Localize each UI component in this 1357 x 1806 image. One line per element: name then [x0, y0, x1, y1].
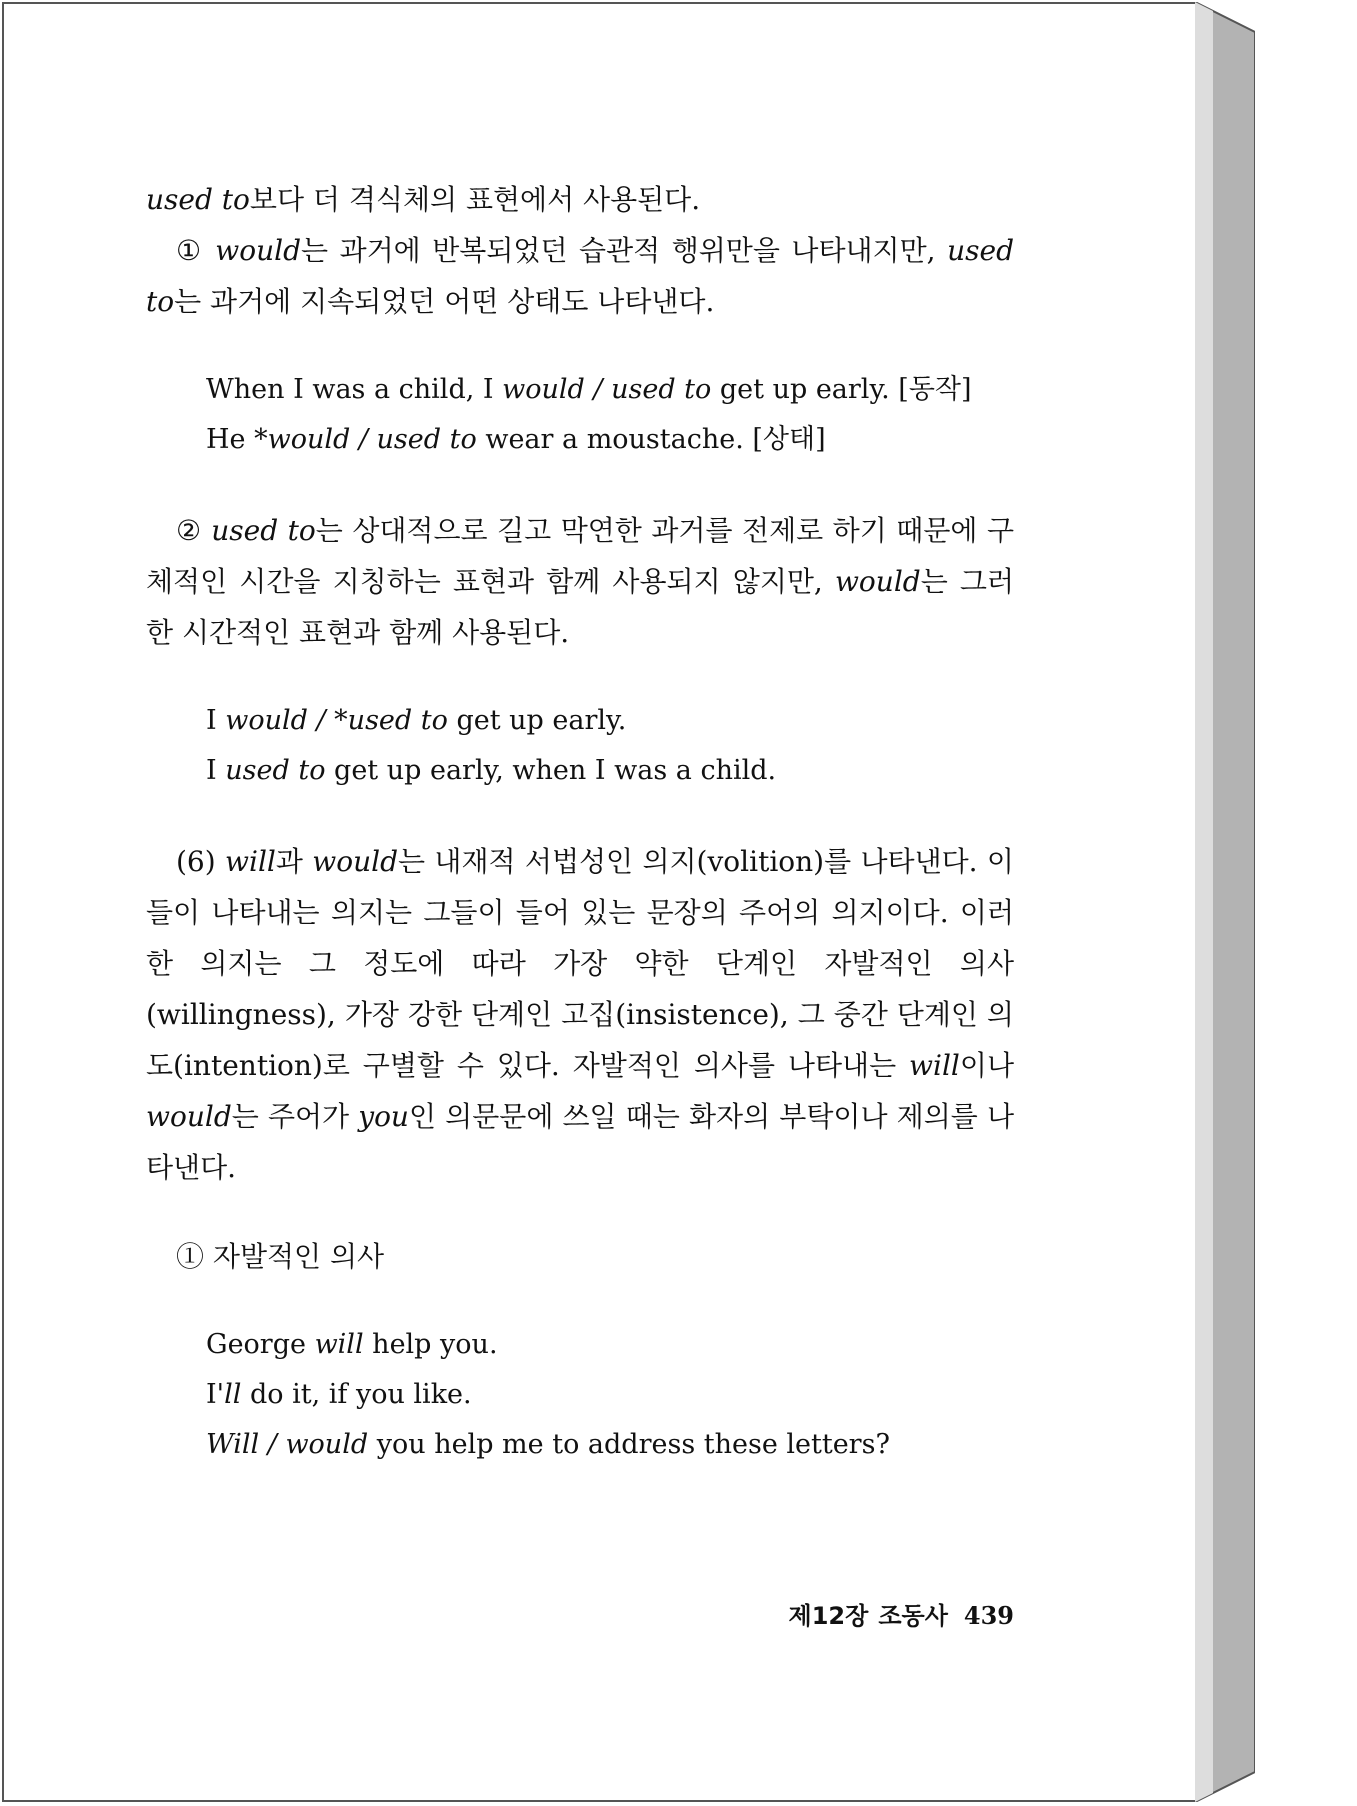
page-number: 439 — [963, 1601, 1014, 1630]
text: wear a moustache. [상태] — [476, 424, 826, 455]
text: He — [206, 424, 255, 455]
example-block-2 — [146, 696, 1014, 796]
paragraph-2 — [146, 225, 1014, 327]
text: 는 과거에 반복되었던 습관적 행위만을 나타내지만, — [301, 234, 948, 267]
example-block-1 — [146, 365, 1014, 465]
paragraph-1 — [146, 174, 1014, 225]
term-italic: will — [909, 1049, 960, 1082]
item-number: (6) — [176, 845, 226, 878]
text: 는 주어가 — [231, 1100, 359, 1133]
term-italic: used to — [146, 183, 250, 216]
text: 과 — [275, 845, 313, 878]
text: 는 상대적으로 길고 막연한 과거를 전제로 하기 때문에 구체적인 시간을 지칭하는 표현과 함께 사용되지 않지만, — [146, 514, 1014, 598]
term-italic: would — [312, 845, 399, 878]
term-italic: would / used to — [502, 374, 712, 405]
chapter-title: 조동사 — [878, 1602, 948, 1630]
term-italic: used to — [146, 234, 1014, 318]
chapter-label: 제12장 — [788, 1602, 869, 1630]
paragraph-4 — [146, 836, 1014, 1193]
text: get up early, when I was a child. — [325, 755, 777, 786]
text: help you. — [363, 1329, 498, 1360]
text: you help me to address these letters? — [368, 1429, 890, 1460]
term-italic: will — [225, 845, 276, 878]
text: 는 그러한 시간적인 표현과 함께 사용된다. — [146, 565, 1015, 649]
term-italic: you — [358, 1100, 409, 1133]
spine-highlight — [1195, 2, 1213, 1802]
text: 는 과거에 지속되었던 어떤 상태도 나타낸다. — [174, 285, 715, 318]
text: I — [206, 705, 226, 736]
subheading: ① 자발적인 의사 — [176, 1240, 385, 1273]
example-sentence — [206, 696, 1014, 746]
text: I — [206, 755, 226, 786]
text: George — [206, 1329, 315, 1360]
term-italic: used to — [225, 755, 326, 786]
term-italic: Will / would — [206, 1429, 369, 1460]
paragraph-3 — [146, 505, 1014, 658]
text: do it, if you like. — [241, 1379, 472, 1410]
term-italic: used to — [211, 514, 316, 547]
text: 는 내재적 서법성인 의지(volition)를 나타낸다. 이들이 나타내는 의지는 그들이 들어 있는 문장의 주어의 의지이다. 이러한 의지는 그 정도에 따라 가장 약한 단계인 자발적인 의사(willingness), 가장 강한 단계인 고집(insistence), 그 중간 단계인 의도(intention)로 구별할 수 있다. 자발적인 의사를 나타내는 — [146, 845, 1014, 1082]
book-page — [2, 2, 1197, 1802]
term-italic: would — [146, 1100, 232, 1133]
page-content — [146, 174, 1014, 1470]
text: 인 의문문에 쓰일 때는 화자의 부탁이나 제의를 나타낸다. — [146, 1100, 1014, 1184]
text: get up early. — [447, 705, 627, 736]
text: When I was a child, I — [206, 374, 503, 405]
example-sentence — [206, 1370, 1014, 1420]
item-number: ② — [176, 514, 202, 547]
term-italic: would — [215, 234, 302, 267]
example-sentence — [206, 1320, 1014, 1370]
example-sentence — [206, 365, 1014, 415]
book-spine — [1195, 2, 1255, 1802]
example-block-3 — [146, 1320, 1014, 1470]
page-footer — [764, 1596, 1014, 1631]
text: 이나 — [959, 1049, 1014, 1082]
example-sentence — [206, 746, 1014, 796]
term-italic: ll — [224, 1379, 242, 1410]
term-italic: would / *used to — [225, 705, 448, 736]
term-italic: *would / used to — [254, 424, 477, 455]
example-sentence — [206, 1420, 1014, 1470]
term-italic: would — [834, 565, 921, 598]
example-sentence — [206, 415, 1014, 465]
text: 보다 더 격식체의 표현에서 사용된다. — [249, 183, 701, 216]
term-italic: will — [314, 1329, 364, 1360]
text: I' — [206, 1379, 225, 1410]
item-number: ① — [176, 234, 204, 267]
text: get up early. [동작] — [711, 374, 972, 405]
